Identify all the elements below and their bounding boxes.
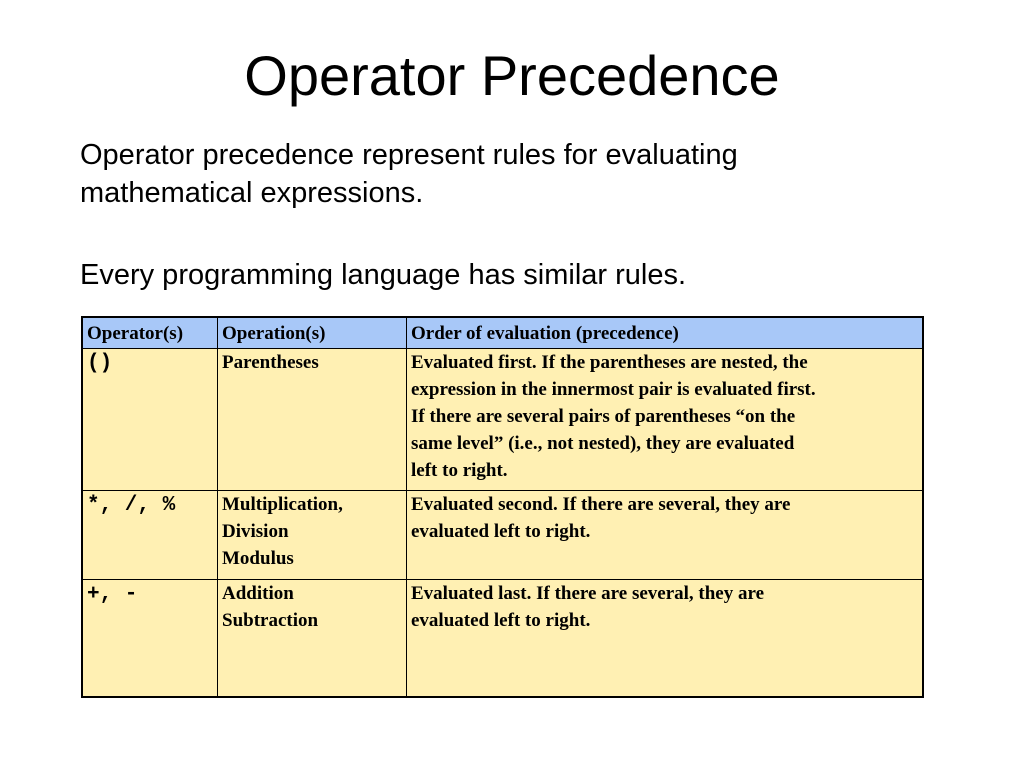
operator-symbol: () bbox=[87, 352, 113, 375]
order-line: Evaluated last. If there are several, they are bbox=[411, 583, 765, 604]
intro-line-2: mathematical expressions. bbox=[80, 177, 424, 209]
operator-cell bbox=[82, 349, 218, 491]
table-row bbox=[82, 580, 923, 698]
operator-symbol: +, - bbox=[87, 583, 138, 606]
intro-line-1: Operator precedence represent rules for evaluating bbox=[80, 139, 738, 171]
operation-line: Subtraction bbox=[222, 610, 319, 631]
order-line: same level” (i.e., not nested), they are evaluated bbox=[411, 433, 795, 454]
operation-cell bbox=[218, 580, 407, 698]
table-row bbox=[82, 349, 923, 491]
table-row bbox=[82, 491, 923, 580]
operation-line: Addition bbox=[222, 583, 294, 604]
slide-title: Operator Precedence bbox=[244, 44, 780, 107]
operation-line: Modulus bbox=[222, 548, 294, 569]
order-cell bbox=[407, 349, 924, 491]
operation-cell bbox=[218, 349, 407, 491]
header-operator: Operator(s) bbox=[82, 317, 218, 349]
order-line: expression in the innermost pair is evaluated first. bbox=[411, 379, 816, 400]
operation-line: Parentheses bbox=[222, 352, 319, 373]
operator-cell bbox=[82, 580, 218, 698]
operator-symbol: *, /, % bbox=[87, 494, 176, 517]
order-line: evaluated left to right. bbox=[411, 521, 591, 542]
table-header-row bbox=[82, 317, 923, 349]
intro-paragraph bbox=[80, 136, 960, 212]
operation-line: Division bbox=[222, 521, 289, 542]
header-order: Order of evaluation (precedence) bbox=[407, 317, 924, 349]
order-line: left to right. bbox=[411, 460, 508, 481]
order-line: Evaluated first. If the parentheses are nested, the bbox=[411, 352, 808, 373]
order-cell bbox=[407, 491, 924, 580]
rules-paragraph: Every programming language has similar rules. bbox=[80, 259, 687, 291]
order-cell bbox=[407, 580, 924, 698]
operation-line: Multiplication, bbox=[222, 494, 343, 515]
operator-cell bbox=[82, 491, 218, 580]
precedence-table bbox=[81, 316, 924, 698]
order-line: Evaluated second. If there are several, they are bbox=[411, 494, 791, 515]
operation-cell bbox=[218, 491, 407, 580]
order-line: evaluated left to right. bbox=[411, 610, 591, 631]
order-line: If there are several pairs of parentheses “on the bbox=[411, 406, 796, 427]
header-operation: Operation(s) bbox=[218, 317, 407, 349]
